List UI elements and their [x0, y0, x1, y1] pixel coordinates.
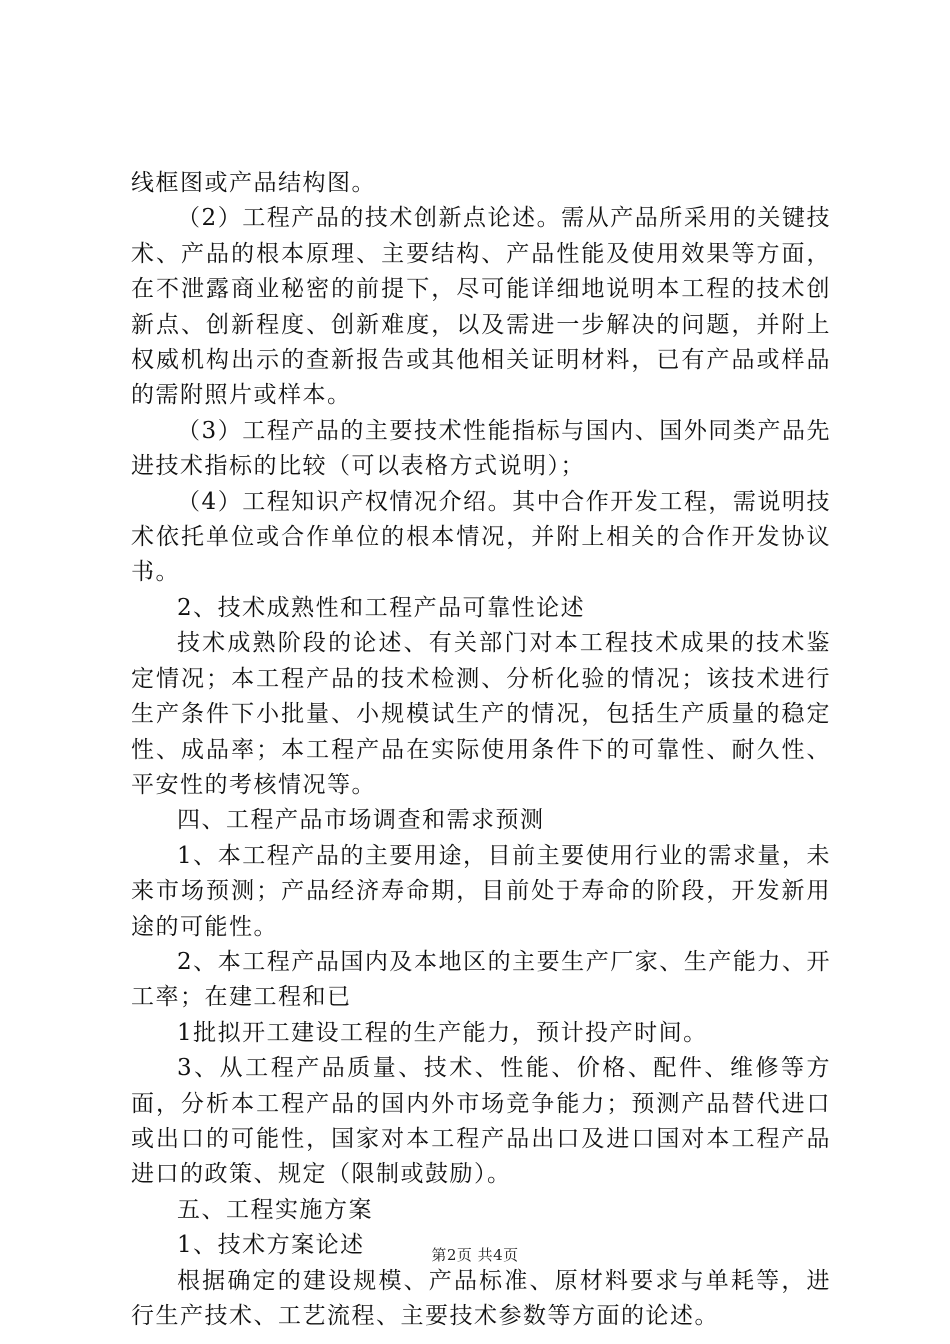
paragraph-10: 1批拟开工建设工程的生产能力，预计投产时间。: [177, 1019, 708, 1046]
paragraph-9: 2、本工程产品国内及本地区的主要生产厂家、生产能力、开工率；在建工程和已: [131, 948, 831, 1011]
paragraph-4: （4）工程知识产权情况介绍。其中合作开发工程，需说明技术依托单位或合作单位的根本情况，并附上相关的合作开发协议书。: [131, 488, 831, 586]
section-heading-2: 2、技术成熟性和工程产品可靠性论述: [177, 594, 586, 621]
section-heading-5: 五、工程实施方案: [177, 1196, 373, 1223]
document-body: [131, 166, 831, 1334]
section-heading-4: 四、工程产品市场调查和需求预测: [177, 807, 545, 834]
paragraph-8: 1、本工程产品的主要用途，目前主要使用行业的需求量，未来市场预测；产品经济寿命期，目前处于寿命的阶段，开发新用途的可能性。: [131, 842, 831, 940]
subsection-heading-1: 1、技术方案论述: [177, 1232, 365, 1259]
paragraph-2: （2）工程产品的技术创新点论述。需从产品所采用的关键技术、产品的根本原理、主要结构、产品性能及使用效果等方面，在不泄露商业秘密的前提下，尽可能详细地说明本工程的技术创新点、创新程度、创新难度，以及需进一步解决的问题，并附上权威机构出示的查新报告或其他相关证明材料，已有产品或样品的需附照片或样本。: [131, 205, 831, 409]
paragraph-3: （3）工程产品的主要技术性能指标与国内、国外同类产品先进技术指标的比较（可以表格方式说明）；: [131, 417, 831, 480]
paragraph-1: 线框图或产品结构图。: [131, 170, 376, 196]
page-number-footer: 第2页 共4页: [431, 1246, 519, 1264]
paragraph-11: 3、从工程产品质量、技术、性能、价格、配件、维修等方面，分析本工程产品的国内外市场竞争能力；预测产品替代进口或出口的可能性，国家对本工程产品出口及进口国对本工程产品进口的政策、规定（限制或鼓励）。: [131, 1055, 831, 1188]
paragraph-14: 根据确定的建设规模、产品标准、原材料要求与单耗等，进行生产技术、工艺流程、主要技术参数等方面的论述。: [131, 1267, 831, 1329]
paragraph-6: 技术成熟阶段的论述、有关部门对本工程技术成果的技术鉴定情况；本工程产品的技术检测、分析化验的情况；该技术进行生产条件下小批量、小规模试生产的情况，包括生产质量的稳定性、成品率；本工程产品在实际使用条件下的可靠性、耐久性、平安性的考核情况等。: [131, 630, 831, 798]
